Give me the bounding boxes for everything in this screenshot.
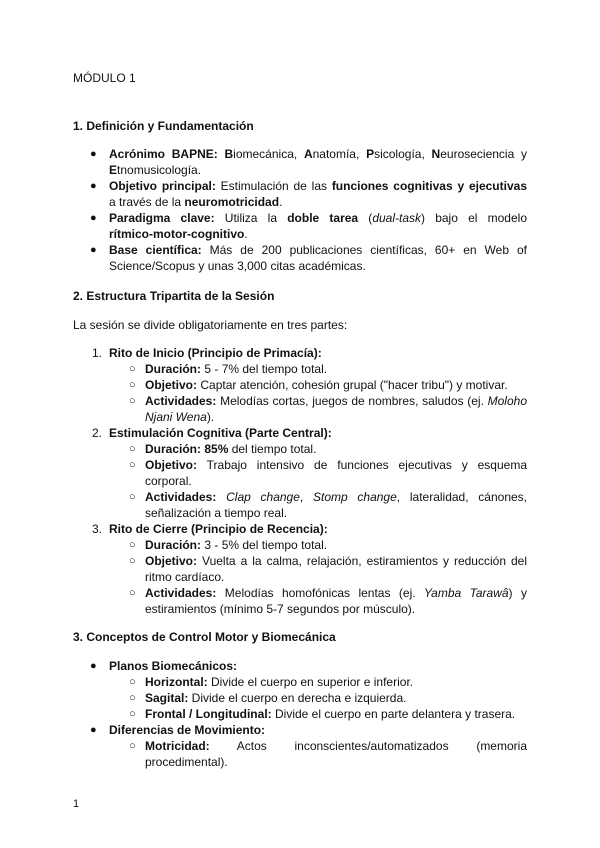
circle-bullet-icon: ○ [129, 555, 136, 567]
circle-bullet-icon: ○ [129, 692, 136, 704]
section-1-list: ● Acrónimo BAPNE: Biomecánica, Anatomía, Psicología, Neuroseciencia y Etnomusicología. ● Objetivo principal: Estimulación de las funciones cognitivas y ejecutivas a través de la neuromotricidad. ● Paradigma clave: Utiliza la doble tarea (dual-task) bajo el modelo rítmico-motor-cognitivo. ● Base científica: Más de 200 publicaciones científicas, 60+ en Web of Science/Scopus y unas 3,000 citas académicas. [0, 146, 600, 274]
list-item-differences: ● Diferencias de Movimiento: [90, 723, 266, 737]
bullet-icon: ● [90, 244, 97, 256]
numbered-item-2: 2. Estimulación Cognitiva (Parte Central): [92, 426, 332, 440]
circle-bullet-icon: ○ [129, 395, 136, 407]
list-item-planes: ● Planos Biomecánicos: [90, 659, 238, 673]
list-item-acronym: ● Acrónimo BAPNE: Biomecánica, Anatomía, Psicología, Neuroseciencia y [90, 147, 528, 161]
module-title: MÓDULO 1 [73, 71, 136, 85]
section-2-heading: 2. Estructura Tripartita de la Sesión [73, 289, 275, 303]
circle-bullet-icon: ○ [129, 443, 136, 455]
circle-bullet-icon: ○ [129, 363, 136, 375]
circle-bullet-icon: ○ [129, 708, 136, 720]
numbered-item-1: 1. Rito de Inicio (Principio de Primacía): [92, 346, 322, 360]
circle-bullet-icon: ○ [129, 587, 136, 599]
numbered-item-3: 3. Rito de Cierre (Principio de Recencia): [92, 522, 328, 536]
bullet-icon: ● [90, 148, 97, 160]
circle-bullet-icon: ○ [129, 491, 136, 503]
section-2-list: 1. Rito de Inicio (Principio de Primacía): ○ Duración: 5 - 7% del tiempo total. ○ Objetivo: Captar atención, cohesión grupal ("hacer tribu") y motivar. ○ Actividades: Melodías cortas, juegos de nombres, saludos (ej. Moloho Njani Wena). 2. Estimulación Cognitiva (Parte Central): ○ Duración: 85% del tiempo total. ○ Objetivo: Trabajo intensivo de funciones ejecutivas y esquema corporal. ○ Actividades: Clap change, Stomp change, lateralidad, cánones, señalización a tiempo real. 3. Rito de Cierre (Principio de Recencia): ○ Duración: 3 - 5% del tiempo total. ○ Objetivo: Vuelta a la calma, relajación, estiramientos y reducción del ritmo cardíaco. ○ Actividades: Melodías homofónicas lentas (ej. Yamba Tarawâ) y estiramientos (mínimo 5-7 segundos por músculo). [0, 345, 600, 617]
list-item-paradigm: ● Paradigma clave: Utiliza la doble tarea (dual-task) bajo el modelo [90, 211, 527, 225]
page-number: 1 [73, 798, 80, 810]
bullet-icon: ● [90, 212, 97, 224]
section-1-heading: 1. Definición y Fundamentación [73, 119, 254, 133]
list-item-objective: ● Objetivo principal: Estimulación de las funciones cognitivas y ejecutivas [90, 179, 527, 193]
circle-bullet-icon: ○ [129, 539, 136, 551]
circle-bullet-icon: ○ [129, 740, 136, 752]
bullet-icon: ● [90, 724, 97, 736]
section-2-intro: La sesión se divide obligatoriamente en tres partes: [73, 318, 348, 332]
bullet-icon: ● [90, 180, 97, 192]
bullet-icon: ● [90, 660, 97, 672]
circle-bullet-icon: ○ [129, 459, 136, 471]
circle-bullet-icon: ○ [129, 676, 136, 688]
list-item-basis: ● Base científica: Más de 200 publicaciones científicas, 60+ en Web of [90, 243, 527, 257]
section-3-list: ● Planos Biomecánicos: ○ Horizontal: Divide el cuerpo en superior e inferior. ○ Sagital: Divide el cuerpo en derecha e izquierda. ○ Frontal / Longitudinal: Divide el cuerpo en parte delantera y trasera. ● Diferencias de Movimiento: ○ Motricidad: Actos inconscientes/automatizados (memoria procedimental). [0, 658, 600, 770]
circle-bullet-icon: ○ [129, 379, 136, 391]
section-3-heading: 3. Conceptos de Control Motor y Biomecánica [73, 630, 336, 644]
